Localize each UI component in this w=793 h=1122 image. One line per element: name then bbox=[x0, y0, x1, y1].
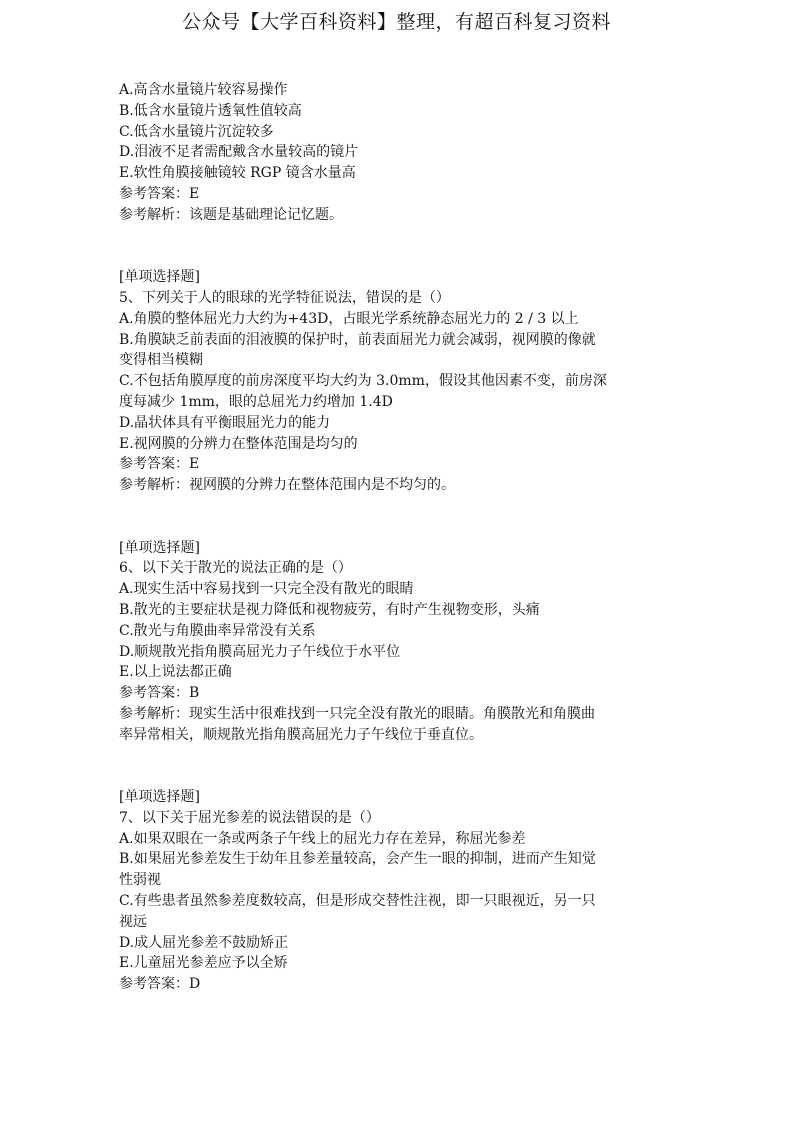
text-line: E.视网膜的分辨力在整体范围是均匀的 bbox=[119, 435, 358, 452]
text-line: C.散光与角膜曲率异常没有关系 bbox=[119, 622, 316, 639]
text-line: 度每减少 1mm，眼的总屈光力约增加 1.4D bbox=[119, 393, 393, 410]
text-line: D.成人屈光参差不鼓励矫正 bbox=[119, 934, 289, 951]
text-line: 5、下列关于人的眼球的光学特征说法，错误的是（） bbox=[119, 289, 450, 306]
text-line: [单项选择题] bbox=[119, 269, 200, 286]
text-line: 率异常相关，顺规散光指角膜高屈光力子午线位于垂直位。 bbox=[119, 726, 483, 743]
text-line: D.顺规散光指角膜高屈光力子午线位于水平位 bbox=[119, 643, 401, 660]
text-line: 视远 bbox=[119, 913, 147, 930]
text-line: A.角膜的整体屈光力大约为+43D，占眼光学系统静态屈光力的 2 / 3 以上 bbox=[119, 310, 579, 327]
text-line: E.儿童屈光参差应予以全矫 bbox=[119, 955, 288, 972]
text-line: B.低含水量镜片透氧性值较高 bbox=[119, 102, 302, 119]
text-line: C.低含水量镜片沉淀较多 bbox=[119, 123, 274, 140]
text-line: C.有些患者虽然参差度数较高，但是形成交替性注视，即一只眼视近，另一只 bbox=[119, 893, 596, 910]
text-line: 参考答案：D bbox=[119, 976, 201, 993]
text-line: 参考答案：B bbox=[119, 685, 200, 702]
text-line: 参考解析：现实生活中很难找到一只完全没有散光的眼睛。角膜散光和角膜曲 bbox=[119, 705, 595, 722]
section-gap bbox=[119, 496, 679, 538]
text-line: A.如果双眼在一条或两条子午线上的屈光力存在差异，称屈光参差 bbox=[119, 830, 526, 847]
text-line: 参考答案：E bbox=[119, 185, 200, 202]
text-line: C.不包括角膜厚度的前房深度平均大约为 3.0mm，假设其他因素不变，前房深 bbox=[119, 373, 607, 390]
text-line: 参考解析：视网膜的分辨力在整体范围内是不均匀的。 bbox=[119, 477, 455, 494]
text-line: B.如果屈光参差发生于幼年且参差量较高，会产生一眼的抑制，进而产生知觉 bbox=[119, 851, 596, 868]
text-line: D.泪液不足者需配戴含水量较高的镜片 bbox=[119, 144, 359, 161]
text-line: [单项选择题] bbox=[119, 789, 200, 806]
text-line: 性弱视 bbox=[119, 872, 161, 889]
text-line: 参考解析：该题是基础理论记忆题。 bbox=[119, 206, 343, 223]
text-line: A.现实生活中容易找到一只完全没有散光的眼睛 bbox=[119, 581, 414, 598]
text-line: 参考答案：E bbox=[119, 456, 200, 473]
text-line: [单项选择题] bbox=[119, 539, 200, 556]
text-line: D.晶状体具有平衡眼屈光力的能力 bbox=[119, 414, 331, 431]
text-line: B.角膜缺乏前表面的泪液膜的保护时，前表面屈光力就会减弱，视网膜的像就 bbox=[119, 331, 596, 348]
text-line: 7、以下关于屈光参差的说法错误的是（） bbox=[119, 809, 380, 826]
page-header: 公众号【大学百科资料】整理，有超百科复习资料 bbox=[181, 11, 611, 33]
section-gap bbox=[119, 226, 679, 268]
section-gap bbox=[119, 746, 679, 788]
text-line: 6、以下关于散光的说法正确的是（） bbox=[119, 560, 352, 577]
text-line: E.软性角膜接触镜较 RGP 镜含水量高 bbox=[119, 165, 356, 182]
text-line: E.以上说法都正确 bbox=[119, 664, 232, 681]
text-line: B.散光的主要症状是视力降低和视物疲劳，有时产生视物变形，头痛 bbox=[119, 601, 540, 618]
text-line: 变得相当模糊 bbox=[119, 352, 203, 369]
document-body bbox=[119, 80, 679, 995]
text-line: A.高含水量镜片较容易操作 bbox=[119, 82, 288, 98]
